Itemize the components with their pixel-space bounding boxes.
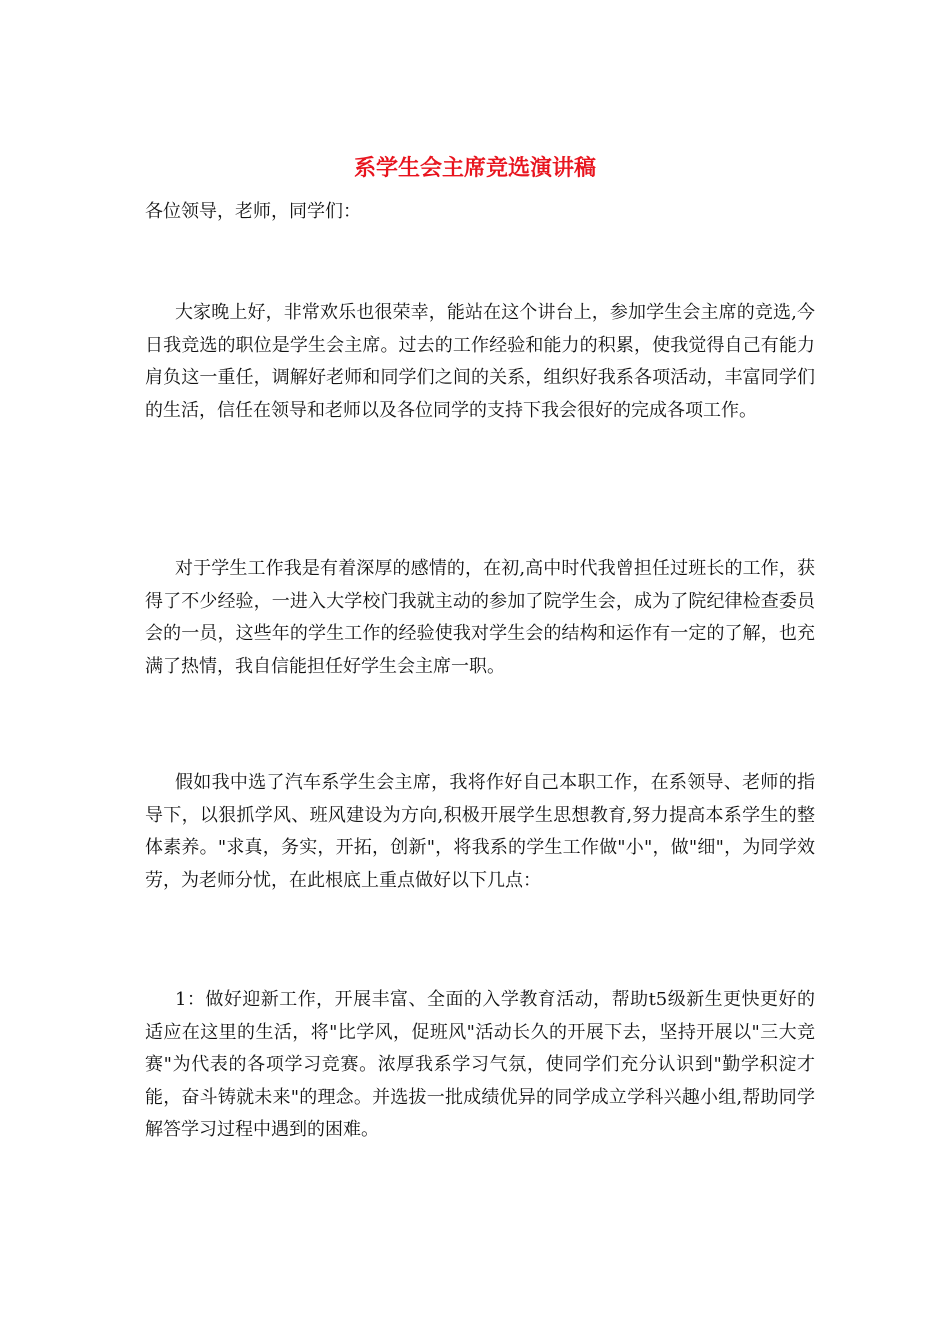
- paragraph-2: 对于学生工作我是有着深厚的感情的，在初,高中时代我曾担任过班长的工作，获得了不少经验，一进入大学校门我就主动的参加了院学生会，成为了院纪律检查委员会的一员，这些年的学生工作的经验使我对学生会的结构和运作有一定的了解，也充满了热情，我自信能担任好学生会主席一职。: [145, 558, 815, 677]
- paragraph-3: 假如我中选了汽车系学生会主席，我将作好自己本职工作，在系领导、老师的指导下，以狠抓学风、班风建设为方向,积极开展学生思想教育,努力提高本系学生的整体素养。"求真，务实，开拓，创新"，将我系的学生工作做"小"，做"细"，为同学效劳，为老师分忧，在此根底上重点做好以下几点：: [145, 772, 815, 891]
- greeting: 各位领导，老师，同学们：: [145, 201, 361, 222]
- paragraph-1: 大家晚上好，非常欢乐也很荣幸，能站在这个讲台上，参加学生会主席的竞选,今日我竞选的职位是学生会主席。过去的工作经验和能力的积累，使我觉得自己有能力肩负这一重任，调解好老师和同学们之间的关系，组织好我系各项活动，丰富同学们的生活，信任在领导和老师以及各位同学的支持下我会很好的完成各项工作。: [145, 302, 815, 421]
- document-title: 系学生会主席竞选演讲稿: [353, 155, 596, 181]
- paragraph-4: 1：做好迎新工作，开展丰富、全面的入学教育活动，帮助t5级新生更快更好的适应在这里的生活，将"比学风，促班风"活动长久的开展下去，坚持开展以"三大竞赛"为代表的各项学习竞赛。浓厚我系学习气氛，使同学们充分认识到"勤学积淀才能，奋斗铸就未来"的理念。并选拔一批成绩优异的同学成立学科兴趣小组,帮助同学解答学习过程中遇到的困难。: [145, 989, 815, 1140]
